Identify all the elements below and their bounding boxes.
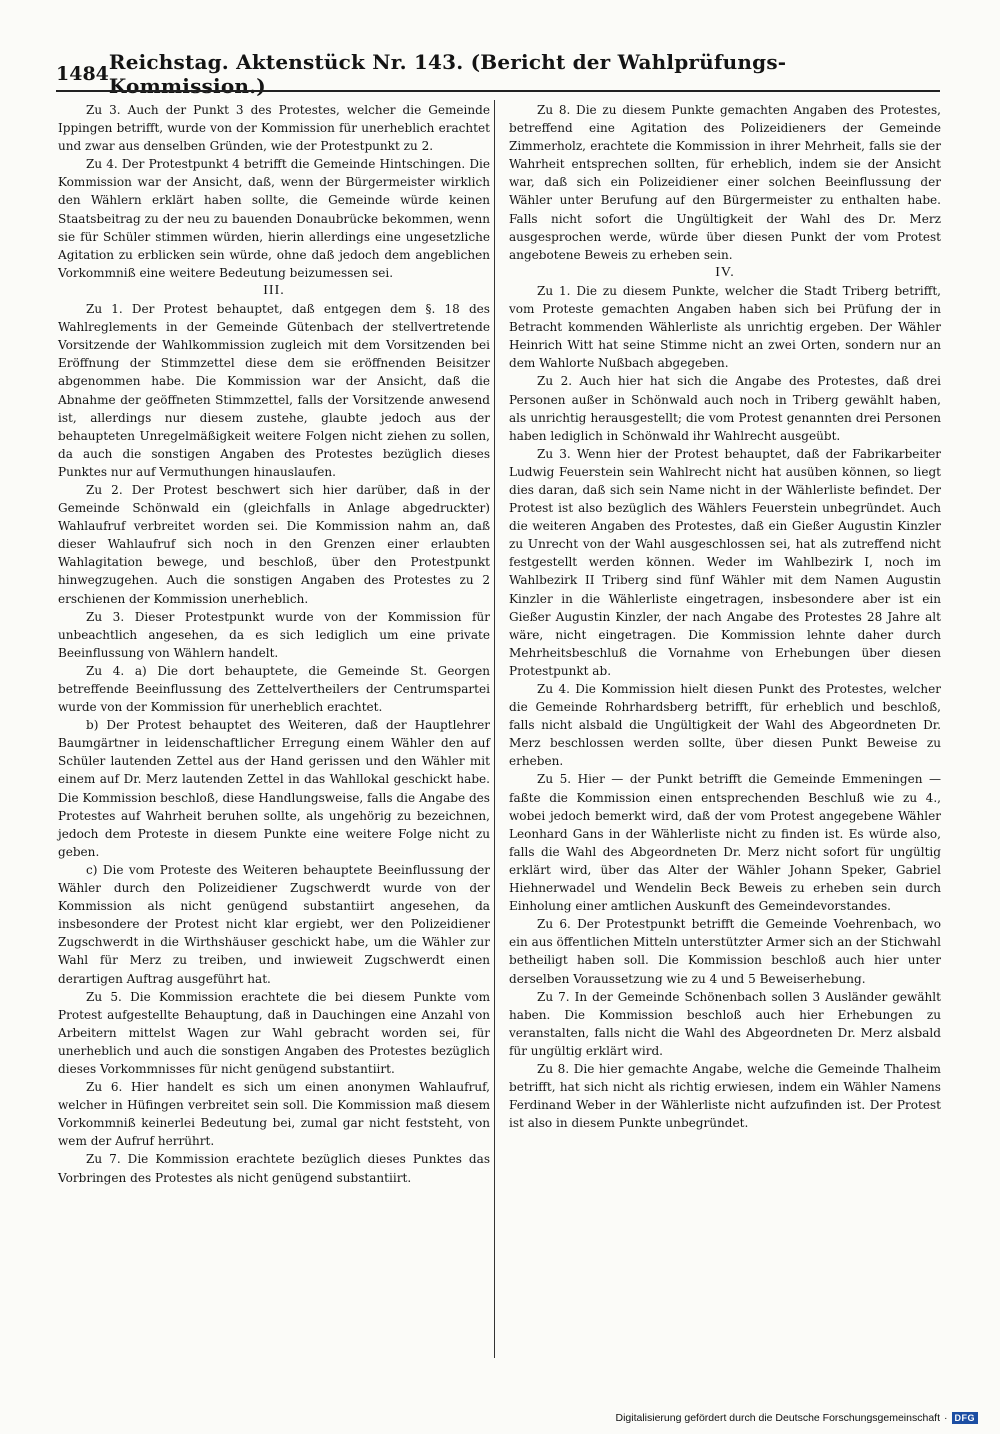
header-rule [56,90,940,92]
paragraph: Zu 4. Die Kommission hielt diesen Punkt des Protestes, welcher die Gemeinde Rohrhardsberg betrifft, für erheblich und beschloß, falls nicht alsbald die Ungültigkeit der Wahl des Abgeordneten Dr. Merz beschlossen werden sollte, über diesen Punkt Beweise zu erheben. [509,682,941,769]
paragraph: Zu 8. Die zu diesem Punkte gemachten Angaben des Protestes, betreffend eine Agitation des Polizeidieners der Gemeinde Zimmerholz, erachtete die Kommission in ihrer Mehrheit, falls sie der Wahrheit entsprechen sollten, für erheblich, indem sie der Ansicht war, daß sich ein Polizeidiener einer solchen Beeinflussung der Wähler unter Berufung auf den Bürgermeister zu enthalten habe. Falls nicht sofort die Ungültigkeit der Wahl des Dr. Merz ausgesprochen werde, würde über diesen Punkt der vom Protest angebotene Beweis zu erheben sein. [509,103,941,262]
paragraph: Zu 2. Der Protest beschwert sich hier darüber, daß in der Gemeinde Schönwald ein (gleichfalls in Anlage abgedruckter) Wahlaufruf verbreitet worden sei. Die Kommission nahm an, daß dieser Wahlaufruf sich noch in den Grenzen einer erlaubten Wahlagitation bewege, und beschloß, über den Protestpunkt hinwegzugehen. Auch die sonstigen Angaben des Protestes zu 2 erschienen der Kommission unerheblich. [58,482,490,606]
page-header [56,50,940,98]
paragraph: Zu 5. Die Kommission erachtete die bei diesem Punkte vom Protest aufgestellte Behauptung, daß in Dauchingen eine Anzahl von Arbeitern mittelst Wagen zur Wahl gebracht worden sei, für unerheblich und auch die sonstigen Angaben des Protestes bezüglich dieses Vorkommnisses für nicht genügend substantiirt. [58,989,490,1076]
left-column [58,101,490,1187]
paragraph: Zu 3. Dieser Protestpunkt wurde von der Kommission für unbeachtlich angesehen, da es sich lediglich um eine private Beeinflussung von Wählern handelt. [58,609,490,660]
paragraph: Zu 1. Die zu diesem Punkte, welcher die Stadt Triberg betrifft, vom Proteste gemachten Angaben haben sich bei Prüfung der in Betracht kommenden Wählerliste als unrichtig ergeben. Der Wähler Heinrich Witt hat seine Stimme nicht an zwei Orten, sondern nur an dem Wahlorte Nußbach abgegeben. [509,283,941,371]
paragraph: Zu 2. Auch hier hat sich die Angabe des Protestes, daß drei Personen außer in Schönwald auch noch in Triberg gewählt haben, als unrichtig herausgestellt; die vom Protest genannten drei Personen haben lediglich in Schönwald ihr Wahlrecht ausgeübt. [509,374,941,443]
footer-credit: Digitalisierung gefördert durch die Deutsche Forschungsgemeinschaft [615,1412,940,1424]
paragraph: Zu 4. Der Protestpunkt 4 betrifft die Gemeinde Hintschingen. Die Kommission war der Ansicht, daß, wenn der Bürgermeister wirklich den Wählern erklärt haben sollte, die Gemeinde würde keinen Staatsbeitrag zu der neu zu bauenden Donaubrücke bekommen, wenn sie für Schüler stimmen würden, hierin allerdings eine ungesetzliche Agitation zu erblicken sein würde, ohne daß jedoch dem angeblichen Vorkommniß eine weitere Bedeutung beizumessen sei. [58,157,490,280]
paragraph: Zu 8. Die hier gemachte Angabe, welche die Gemeinde Thalheim betrifft, hat sich nicht als richtig erwiesen, indem ein Wähler Namens Ferdinand Weber in der Wählerliste nicht aufzufinden ist. Der Protest ist also in diesem Punkte unbegründet. [509,1061,941,1131]
paragraph: Zu 6. Hier handelt es sich um einen anonymen Wahlaufruf, welcher in Hüfingen verbreitet sein soll. Die Kommission maß diesem Vorkommniß keinerlei Bedeutung bei, zumal gar nicht feststeht, von wem der Aufruf herrührt. [58,1080,490,1149]
paragraph: Zu 3. Auch der Punkt 3 des Protestes, welcher die Gemeinde Ippingen betrifft, wurde von der Kommission für unerheblich erachtet und zwar aus denselben Gründen, wie der Protestpunkt zu 2. [58,103,490,154]
footer: Digitalisierung gefördert durch die Deutsche Forschungsgemeinschaft · DFG [615,1412,978,1424]
paragraph: c) Die vom Proteste des Weiteren behauptete Beeinflussung der Wähler durch den Polizeidiener Zugschwerdt wurde von der Kommission als nicht genügend substantiirt angesehen, da insbesondere der Protest nicht klar ergiebt, wer den Polizeidiener Zugschwerdt in die Wirthshäuser geschickt habe, um die Wähler zur Wahl für Merz zu treiben, und inwieweit Zugschwerdt einen derartigen Auftrag ausgeführt hat. [58,862,490,986]
right-column [509,101,941,1132]
paragraph: Zu 1. Der Protest behauptet, daß entgegen dem §. 18 des Wahlreglements in der Gemeinde Gütenbach der stellvertretende Vorsitzende der Wahlkommission zugleich mit dem Vorsitzenden bei Eröffnung der Stimmzettel diese dem sie eröffnenden Beisitzer abgenommen habe. Die Kommission war der Ansicht, daß die Abnahme der geöffneten Stimmzettel, falls der Vorsitzende anwesend ist, allerdings nur diesem zustehe, glaubte jedoch aus der behaupteten Unregelmäßigkeit weitere Folgen nicht ziehen zu sollen, da auch die sonstigen Angaben des Protestes bezüglich dieses Punktes nur auf Vermuthungen hinauslaufen. [58,302,490,479]
dfg-logo: DFG [952,1412,979,1424]
paragraph: Zu 3. Wenn hier der Protest behauptet, daß der Fabrikarbeiter Ludwig Feuerstein sein Wahlrecht nicht hat ausüben können, so liegt dies daran, daß sich sein Name nicht in der Wählerliste befindet. Der Protest ist also bezüglich des Wählers Feuerstein unbegründet. Auch die weiteren Angaben des Protestes, daß ein Gießer Augustin Kinzler zu Unrecht von der Wahl ausgeschlossen sei, hat als zutreffend nicht festgestellt werden können. Weder im Wahlbezirk I, noch im Wahlbezirk II Triberg sind fünf Wähler mit dem Namen Augustin Kinzler in die Wählerliste eingetragen, insbesondere aber ist ein Gießer Augustin Kinzler, der nach Angabe des Protestes 28 Jahre alt wäre, nicht eingetragen. Die Kommission lehnte daher durch Mehrheitsbeschluß die Vornahme von Erhebungen über diesen Protestpunkt ab. [509,446,941,678]
paragraph: Zu 6. Der Protestpunkt betrifft die Gemeinde Voehrenbach, wo ein aus öffentlichen Mitteln unterstützter Armer sich an der Stichwahl betheiligt haben soll. Die Kommission beschloß auch hier unter derselben Voraussetzung wie zu 4 und 5 Beweiserhebung. [509,917,941,986]
page-title: Reichstag. Aktenstück Nr. 143. (Bericht der Wahlprüfungs-Kommission.) [108,50,787,98]
section-heading: IV. [715,264,735,280]
section-heading: III. [263,282,285,298]
paragraph: Zu 7. In der Gemeinde Schönenbach sollen 3 Ausländer gewählt haben. Die Kommission beschloß auch hier Erhebungen zu veranstalten, falls nicht die Wahl des Abgeordneten Dr. Merz alsbald für ungültig erklärt wird. [509,989,941,1058]
paragraph: Zu 5. Hier — der Punkt betrifft die Gemeinde Emmeningen — faßte die Kommission einen entsprechenden Beschluß wie zu 4., wobei jedoch bemerkt wird, daß der vom Protest angegebene Wähler Leonhard Gans in der Wählerliste nicht zu finden ist. Es würde also, falls die Wahl des Abgeordneten Dr. Merz nicht sofort für ungültig erklärt wird, über das Alter der Wähler Johann Speker, Gabriel Hiehnerwadel und Wendelin Beck Beweis zu erheben sein durch Einholung einer amtlichen Auskunft des Gemeindevorstandes. [509,772,941,914]
paragraph: Zu 4. a) Die dort behauptete, die Gemeinde St. Georgen betreffende Beeinflussung des Zettelvertheilers der Centrumspartei wurde von der Kommission für unerheblich erachtet. [58,663,490,715]
column-divider [494,100,495,1358]
paragraph: b) Der Protest behauptet des Weiteren, daß der Hauptlehrer Baumgärtner in leidenschaftlicher Erregung einem Wähler den auf Schüler lautenden Zettel aus der Hand gerissen und den Wähler mit einem auf Dr. Merz lautenden Zettel in das Wahllokal geschickt habe. Die Kommission beschloß, diese Handlungsweise, falls die Angabe des Protestes auf Wahrheit beruhen sollte, als ungehörig zu bezeichnen, jedoch dem Proteste in diesem Punkte eine weitere Folge nicht zu geben. [58,718,490,859]
page-number: 1484 [56,63,109,85]
paragraph: Zu 7. Die Kommission erachtete bezüglich dieses Punktes das Vorbringen des Protestes als nicht genügend substantiirt. [58,1152,490,1185]
